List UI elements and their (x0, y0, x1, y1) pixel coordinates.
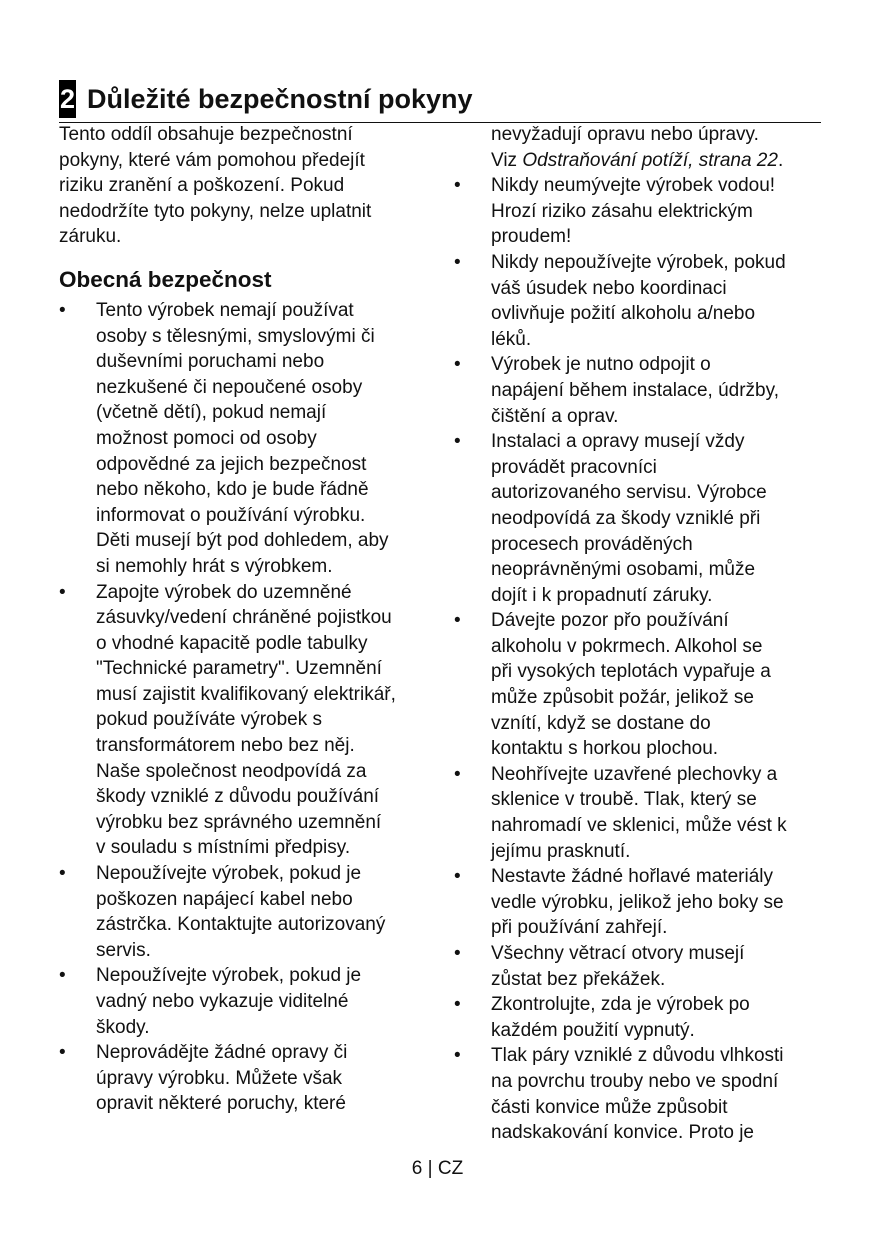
page-footer: 6 | CZ (411, 1158, 464, 1179)
troubleshooting-reference: Odstraňování potíží, strana 22 (522, 149, 778, 171)
bullet-icon: • (59, 299, 66, 321)
list-item (454, 864, 822, 941)
right-column (454, 122, 822, 1146)
list-item (454, 352, 822, 429)
list-item-text: Nikdy neumývejte výrobek vodou! Hrozí riziko zásahu elektrickým proudem! (491, 175, 776, 248)
list-item (59, 861, 431, 963)
list-item-text: Neprovádějte žádné opravy či úpravy výrobku. Můžete však opravit některé poruchy, které (96, 1042, 348, 1115)
list-item (59, 580, 431, 862)
bullet-icon: • (59, 581, 66, 603)
list-item (59, 298, 431, 580)
bullet-icon: • (454, 175, 461, 197)
left-column (59, 122, 431, 1117)
list-item (454, 762, 822, 864)
bullet-icon: • (454, 943, 461, 964)
list-item-text: Instalaci a opravy musejí vždy provádět pracovníci autorizovaného servisu. Výrobce neodpovídá za škody vzniklé při procesech prováděných neoprávněnými osobami, může dojít i k propadnutí záruky. (491, 431, 767, 606)
section-title: Důležité bezpečnostní pokyny (87, 84, 473, 114)
bullet-icon: • (454, 1045, 461, 1067)
section-number: 2 (59, 80, 76, 118)
bullet-icon: • (454, 866, 461, 888)
section-header (59, 80, 821, 123)
bullet-icon: • (454, 354, 461, 376)
continuation-suffix: . (777, 149, 784, 171)
list-item (454, 1043, 822, 1145)
list-item (454, 250, 822, 352)
bullet-icon: • (59, 863, 66, 885)
list-item-text: Nepoužívejte výrobek, pokud je vadný nebo vykazuje viditelné škody. (96, 965, 362, 1038)
list-item (454, 941, 822, 992)
right-bullet-list (454, 173, 822, 1146)
list-item-text: Nepoužívejte výrobek, pokud je poškozen napájecí kabel nebo zástrčka. Kontaktujte autorizovaný servis. (96, 863, 386, 961)
bullet-icon: • (454, 431, 461, 453)
list-item (454, 992, 822, 1043)
list-item (59, 963, 431, 1040)
list-item-text: Neohřívejte uzavřené plechovky a sklenice v troubě. Tlak, který se nahromadí ve sklenici, může vést k jejímu prasknutí. (491, 763, 787, 862)
list-item (454, 173, 822, 250)
left-bullet-list (59, 298, 431, 1117)
bullet-icon: • (454, 251, 461, 273)
intro-paragraph: Tento oddíl obsahuje bezpečnostní pokyny, které vám pomohou předejít riziku zranění a poškození. Pokud nedodržíte tyto pokyny, nelze uplatnit záruku. (59, 124, 372, 248)
bullet-icon: • (59, 965, 66, 987)
list-item-text: Zkontrolujte, zda je výrobek po každém použití vypnutý. (491, 994, 750, 1041)
list-item-text: Tento výrobek nemají používat osoby s tělesnými, smyslovými či duševními poruchami nebo nezkušené či nepoučené osoby (včetně dětí), pokud nemají možnost pomoci od osoby odpovědné za jejich bezpečnost nebo někoho, kdo je bude řádně informovat o používání výrobku. Děti musejí být pod dohledem, aby si nemohly hrát s výrobkem. (96, 299, 389, 577)
list-item-text: Dávejte pozor přo používání alkoholu v pokrmech. Alkohol se při vysokých teplotách vypařuje a může způsobit požár, jelikož se vznítí, když se dostane do kontaktu s horkou plochou. (491, 610, 771, 760)
list-item-text: Zapojte výrobek do uzemněné zásuvky/vedení chráněné pojistkou o vhodné kapacitě podle tabulky "Technické parametry". Uzemnění musí zajistit kvalifikovaný elektrikář, pokud používáte výrobek s transformátorem nebo bez něj. Naše společnost neodpovídá za škody vzniklé z důvodu používání výrobku bez správného uzemnění v souladu s místními předpisy. (96, 581, 396, 859)
continuation-line: nevyžadují opravu nebo úpravy. (491, 124, 759, 145)
bullet-icon: • (454, 763, 461, 785)
list-item (454, 608, 822, 762)
list-item-text: Všechny větrací otvory musejí zůstat bez překážek. (491, 943, 745, 990)
bullet-icon: • (454, 994, 461, 1016)
list-item (454, 429, 822, 608)
continuation-prefix: Viz (491, 149, 523, 171)
list-item-text: Tlak páry vzniklé z důvodu vlhkosti na povrchu trouby nebo ve spodní části konvice může způsobit nadskakování konvice. Proto je (491, 1045, 784, 1144)
list-item (59, 1040, 431, 1117)
general-safety-heading: Obecná bezpečnost (59, 266, 272, 292)
list-item-text: Nestavte žádné hořlavé materiály vedle výrobku, jelikož jeho boky se při používání zahřejí. (491, 866, 784, 939)
bullet-icon: • (59, 1042, 66, 1064)
list-item-text: Nikdy nepoužívejte výrobek, pokud váš úsudek nebo koordinaci ovlivňuje požití alkoholu a/nebo léků. (491, 251, 786, 350)
list-item-text: Výrobek je nutno odpojit o napájení během instalace, údržby, čištění a oprav. (491, 354, 779, 427)
bullet-icon: • (454, 610, 461, 632)
continuation-text (454, 122, 822, 173)
